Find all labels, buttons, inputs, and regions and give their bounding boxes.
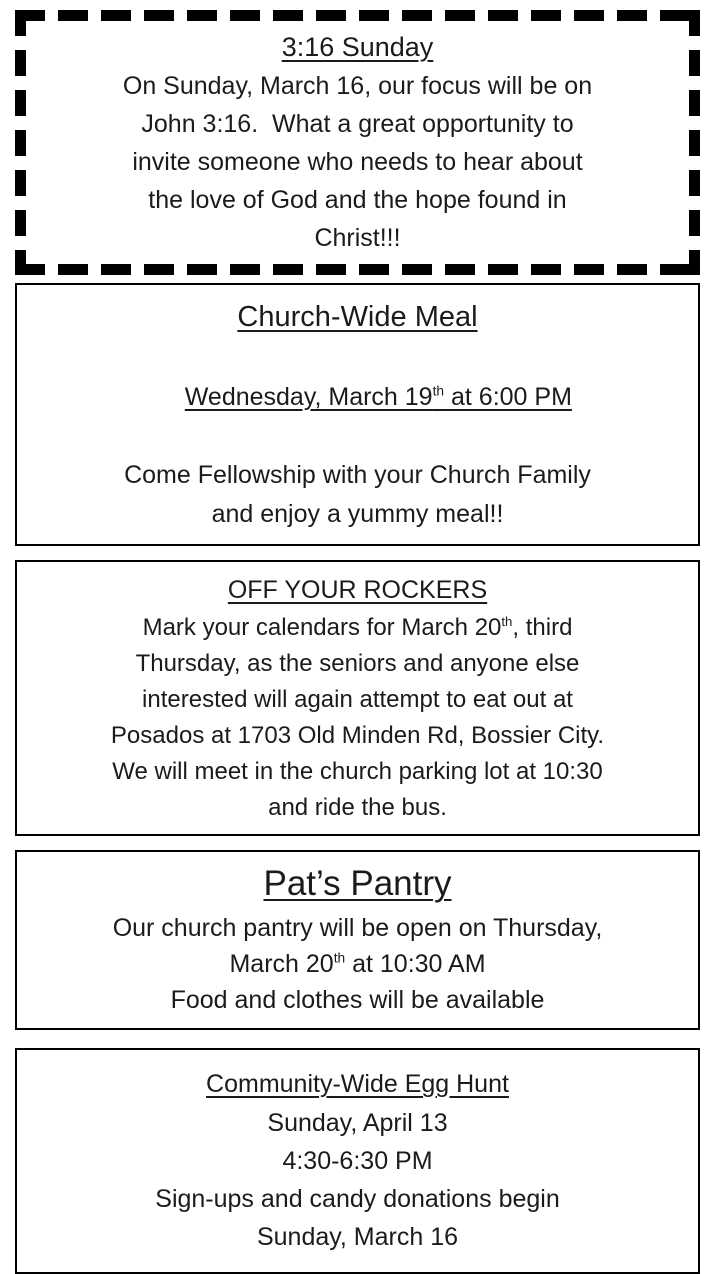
text-line: 4:30-6:30 PM xyxy=(282,1147,433,1175)
text-line xyxy=(21,610,694,646)
text-line: Christ!!! xyxy=(314,224,401,252)
announcement-title xyxy=(21,570,694,610)
line-pre: Mark your calendars for March 20 xyxy=(142,614,502,641)
announcement-title-text: OFF YOUR ROCKERS xyxy=(227,576,488,604)
date-pre: March 20 xyxy=(229,950,334,978)
announcement-title xyxy=(21,1064,694,1104)
date-line-text xyxy=(185,383,572,411)
text-line: Posados at 1703 Old Minden Rd, Bossier City. xyxy=(110,722,605,749)
text-line: Sunday, March 16 xyxy=(256,1223,459,1251)
ordinal-suffix: th xyxy=(501,614,513,629)
text-line: John 3:16. What a great opportunity to xyxy=(141,110,574,138)
text-line: Come Fellowship with your Church Family xyxy=(124,461,591,489)
text-line: the love of God and the hope found in xyxy=(148,186,567,214)
date-post: at 10:30 AM xyxy=(345,950,486,978)
date-pre: Wednesday, March 19 xyxy=(184,383,433,411)
text-line: and ride the bus. xyxy=(268,794,447,821)
announcement-off-your-rockers xyxy=(15,560,700,836)
text-line: Our church pantry will be open on Thursday, xyxy=(112,914,603,942)
announcement-church-wide-meal xyxy=(15,283,700,546)
date-line xyxy=(23,339,692,456)
date-post: at 6:00 PM xyxy=(444,383,572,411)
announcement-title xyxy=(23,295,692,339)
date-line xyxy=(21,946,694,982)
text-line: We will meet in the church parking lot at 10:30 xyxy=(112,758,603,785)
announcement-title-text: Pat’s Pantry xyxy=(263,864,452,903)
announcement-title-text: 3:16 Sunday xyxy=(281,32,434,62)
announcement-title xyxy=(33,27,682,67)
text-line: Sunday, April 13 xyxy=(267,1109,448,1137)
text-line: invite someone who needs to hear about xyxy=(132,148,583,176)
text-line: and enjoy a yummy meal!! xyxy=(211,500,504,528)
text-line: Thursday, as the seniors and anyone else xyxy=(135,650,580,677)
announcement-pats-pantry xyxy=(15,850,700,1030)
text-line: interested will again attempt to eat out at xyxy=(142,686,573,713)
ordinal-suffix: th xyxy=(432,383,445,399)
ordinal-suffix: th xyxy=(333,950,346,966)
text-line: Sign-ups and candy donations begin xyxy=(155,1185,560,1213)
announcement-egg-hunt xyxy=(15,1048,700,1274)
announcement-316-sunday xyxy=(15,10,700,275)
text-line: Food and clothes will be available xyxy=(170,986,545,1014)
announcement-title-text: Community-Wide Egg Hunt xyxy=(206,1070,509,1098)
announcement-title-text: Church-Wide Meal xyxy=(237,301,478,333)
text-line: On Sunday, March 16, our focus will be on xyxy=(122,72,593,100)
announcement-title xyxy=(21,858,694,910)
line-post: , third xyxy=(512,614,573,641)
